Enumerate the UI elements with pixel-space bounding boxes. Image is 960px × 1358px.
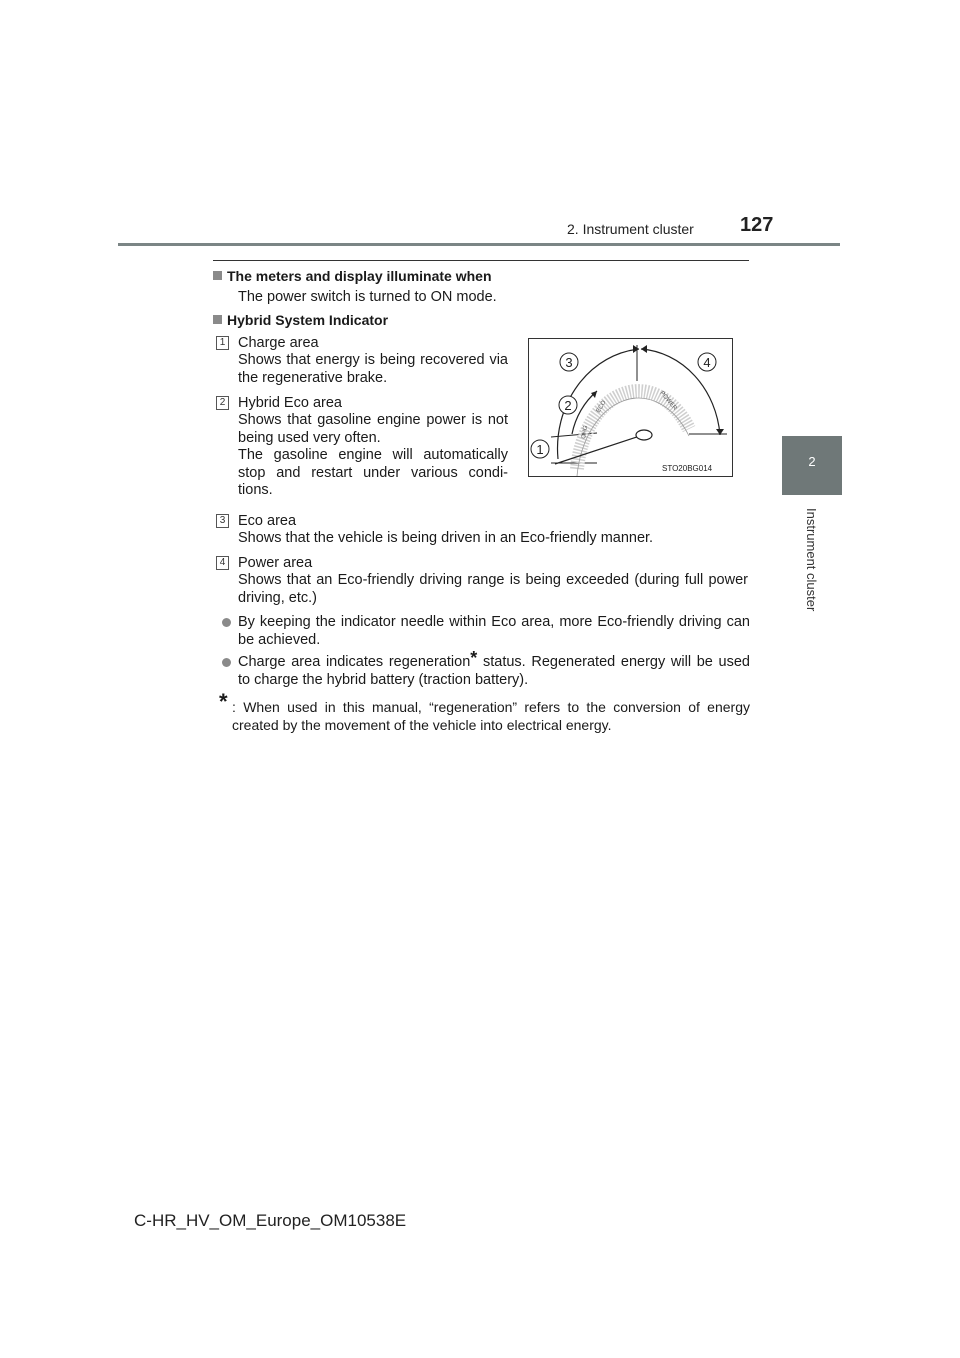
figure-callout-4: 4 [703,355,711,370]
hybrid-indicator-figure [528,338,733,477]
chapter-tab-label: Instrument cluster [804,508,819,612]
footer-doc-code: C-HR_HV_OM_Europe_OM10538E [134,1211,407,1230]
item-title-power-area: Power area [238,555,313,571]
page-number: 127 [740,214,774,236]
item-number-2: 2 [216,396,229,410]
gauge-label-chg: CHG [581,425,590,440]
header-section-title: 2. Instrument cluster [567,221,694,237]
figure-id: STO20BG014 [662,464,713,473]
figure-callout-3: 3 [565,355,573,370]
item-number-4: 4 [216,556,229,570]
round-bullet-icon [222,658,231,667]
bullet-eco-tip: By keeping the indicator needle within Eco area, more Eco-friendly driving can be achieved. [238,614,750,648]
item-desc-eco-area: Shows that the vehicle is being driven in an Eco-friendly manner. [238,530,654,546]
chapter-tab-number: 2 [808,454,816,469]
round-bullet-icon [222,618,231,627]
section-heading-hybrid-indicator: Hybrid System Indicator [213,312,388,328]
item-title-eco-area: Eco area [238,513,297,529]
gauge-label-power: POWER [658,390,678,412]
gauge-label-eco: ECO [595,399,608,415]
item-desc-hybrid-eco-area: Shows that gasoline engine power is not being used very often. [238,412,508,446]
item-title-charge-area: Charge area [238,335,319,351]
item-number-3: 3 [216,514,229,528]
bullet-charge-area: Charge area indicates regeneration* status. Regenerated energy will be used to charge the hybrid battery (traction battery). [238,648,750,688]
square-bullet-icon [213,271,222,280]
square-bullet-icon [213,315,222,324]
item-number-1: 1 [216,336,229,350]
item-title-hybrid-eco-area: Hybrid Eco area [238,395,342,411]
header-rule [118,243,840,246]
section-body-illumination: The power switch is turned to ON mode. [238,289,497,305]
item-desc-charge-area: Shows that energy is being recovered via the regenerative brake. [238,352,508,386]
footnote-text: : When used in this manual, “regeneration” refers to the conversion of energy created by the movement of the vehicle into electrical energy. [232,699,750,733]
figure-callout-2: 2 [564,398,572,413]
footnote-marker: * [470,648,478,668]
footnote-asterisk: * [219,689,228,714]
section-rule [213,260,749,261]
figure-callout-1: 1 [536,442,544,457]
item-desc2-hybrid-eco-area: The gasoline engine will automatically stop and restart under various condi-tions. [238,447,508,498]
hybrid-indicator-gauge [529,339,732,476]
item-desc-power-area: Shows that an Eco-friendly driving range is being exceeded (during full power driving, etc.) [238,572,748,606]
section-heading-illumination: The meters and display illuminate when [213,268,492,284]
